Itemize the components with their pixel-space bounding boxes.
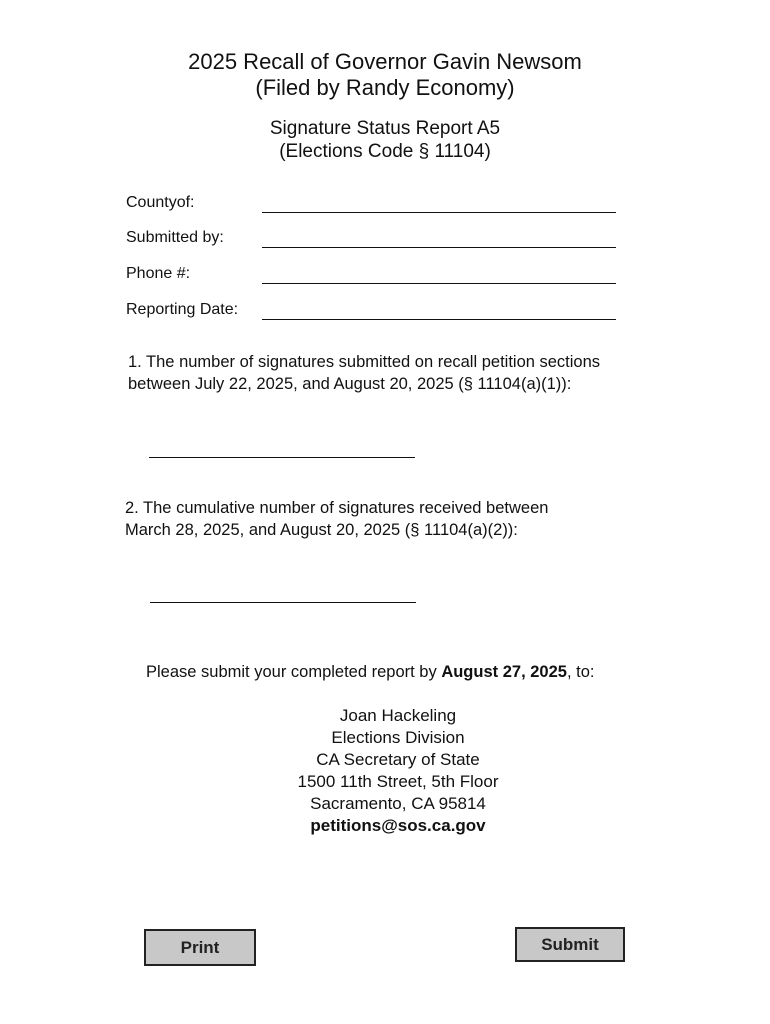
title-line-1: 2025 Recall of Governor Gavin Newsom bbox=[188, 49, 582, 74]
print-button[interactable]: Print bbox=[144, 929, 256, 966]
instructions-suffix: , to: bbox=[566, 663, 595, 681]
q2-signatures-input[interactable] bbox=[150, 583, 416, 603]
question-2-line-1: 2. The cumulative number of signatures received between bbox=[125, 499, 549, 517]
county-input[interactable] bbox=[262, 193, 616, 213]
question-2-line-2: March 28, 2025, and August 20, 2025 (§ 11104(a)(2)): bbox=[125, 521, 518, 539]
subtitle-line-1: Signature Status Report A5 bbox=[269, 118, 501, 139]
question-1-line-1: 1. The number of signatures submitted on recall petition sections bbox=[128, 353, 601, 371]
county-label: Countyof: bbox=[126, 194, 195, 211]
document-title bbox=[0, 49, 770, 101]
address-office: CA Secretary of State bbox=[316, 750, 480, 769]
submit-button[interactable]: Submit bbox=[515, 927, 625, 962]
deadline-date: August 27, 2025 bbox=[441, 663, 567, 681]
reporting-date-label: Reporting Date: bbox=[126, 301, 239, 318]
title-line-2: (Filed by Randy Economy) bbox=[255, 75, 515, 100]
mailing-address bbox=[13, 705, 770, 837]
address-name: Joan Hackeling bbox=[339, 706, 457, 725]
address-street: 1500 11th Street, 5th Floor bbox=[297, 772, 499, 791]
document-subtitle bbox=[0, 117, 770, 163]
submission-instructions bbox=[146, 662, 594, 682]
address-email: petitions@sos.ca.gov bbox=[310, 816, 486, 835]
submitted-by-label: Submitted by: bbox=[126, 229, 224, 246]
subtitle-line-2: (Elections Code § 11104) bbox=[279, 141, 491, 162]
instructions-prefix: Please submit your completed report by bbox=[146, 663, 442, 681]
question-1 bbox=[128, 351, 600, 395]
address-division: Elections Division bbox=[331, 728, 465, 747]
phone-label: Phone #: bbox=[126, 265, 191, 282]
q1-signatures-input[interactable] bbox=[149, 438, 415, 458]
phone-input[interactable] bbox=[262, 264, 616, 284]
question-2 bbox=[125, 497, 548, 541]
question-1-line-2: between July 22, 2025, and August 20, 2025 (§ 11104(a)(1)): bbox=[128, 375, 572, 393]
address-city: Sacramento, CA 95814 bbox=[310, 794, 486, 813]
reporting-date-input[interactable] bbox=[262, 300, 616, 320]
submitted-by-input[interactable] bbox=[262, 228, 616, 248]
